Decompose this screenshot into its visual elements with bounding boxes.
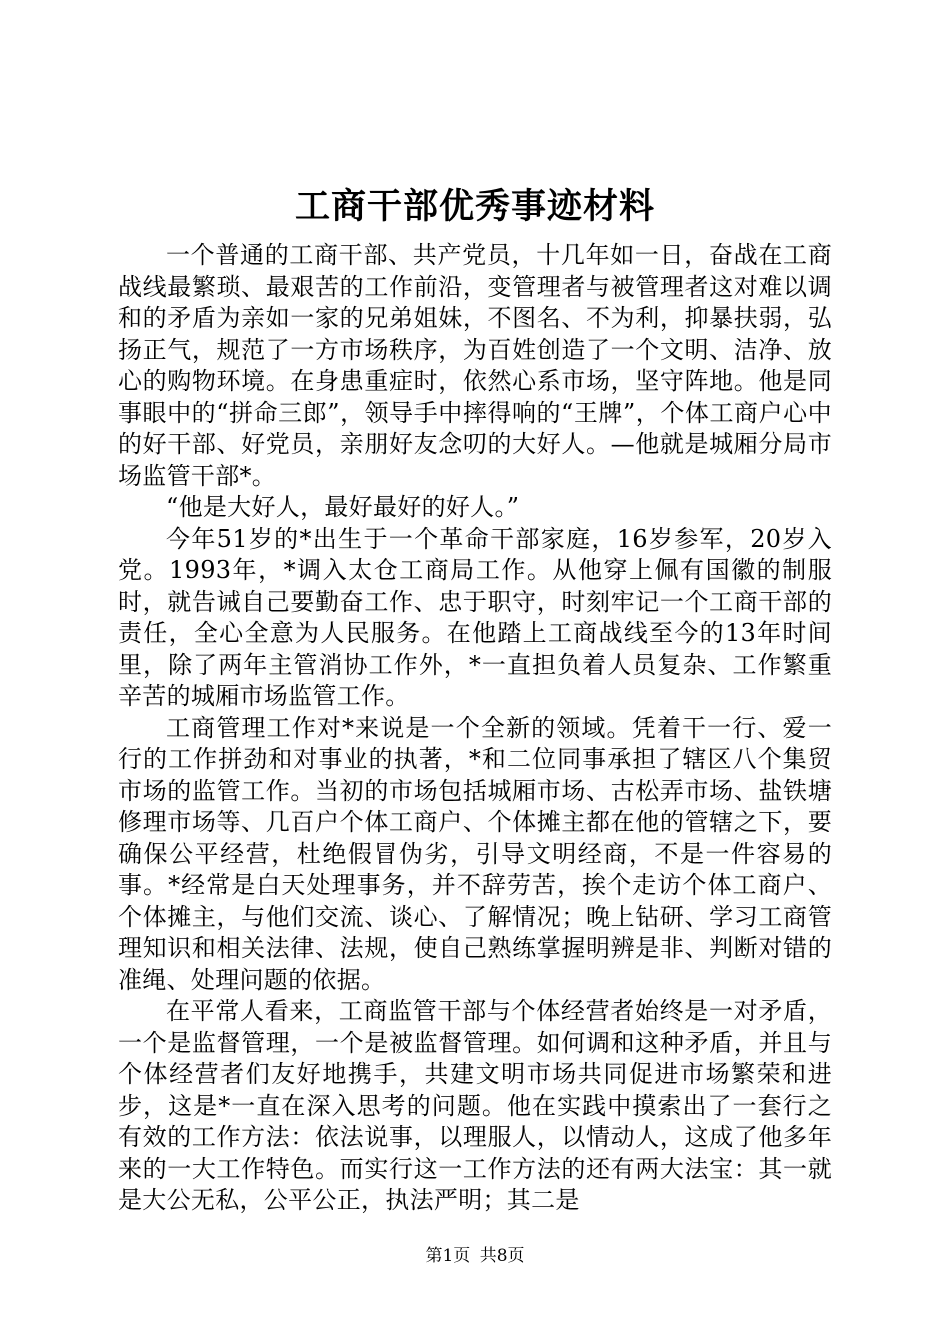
paragraph-1: 一个普通的工商干部、共产党员，十几年如一日，奋战在工商战线最繁琐、最艰苦的工作前沿，变管理者与被管理者这对难以调和的矛盾为亲如一家的兄弟姐妹，不图名、不为利，抑暴扶弱，弘扬正气，规范了一方市场秩序，为百姓创造了一个文明、洁净、放心的购物环境。在身患重症时，依然心系市场，坚守阵地。他是同事眼中的“拼命三郎”，领导手中摔得响的“王牌”，个体工商户心中的好干部、好党员，亲朋好友念叨的大好人。—他就是城厢分局市场监管干部*。 <box>118 241 832 490</box>
paragraph-4: 工商管理工作对*来说是一个全新的领域。凭着干一行、爱一行的工作拼劲和对事业的执著，*和二位同事承担了辖区八个集贸市场的监管工作。当初的市场包括城厢市场、古松弄市场、盐铁塘修理市场等、几百户个体工商户、个体摊主都在他的管辖之下，要确保公平经营，杜绝假冒伪劣，引导文明经商，不是一件容易的事。*经常是白天处理事务，并不辞劳苦，挨个走访个体工商户、个体摊主，与他们交流、谈心、了解情况；晚上钻研、学习工商管理知识和相关法律、法规，使自己熟练掌握明辨是非、判断对错的准绳、处理问题的依据。 <box>118 713 832 994</box>
paragraph-3: 今年51岁的*出生于一个革命干部家庭，16岁参军，20岁入党。1993年，*调入太仓工商局工作。从他穿上佩有国徽的制服时，就告诫自己要勤奋工作、忠于职守，时刻牢记一个工商干部的责任，全心全意为人民服务。在他踏上工商战线至今的13年时间里，除了两年主管消协工作外，*一直担负着人员复杂、工作繁重辛苦的城厢市场监管工作。 <box>118 524 832 710</box>
paragraph-5: 在平常人看来，工商监管干部与个体经营者始终是一对矛盾，一个是监督管理，一个是被监督管理。如何调和这种矛盾，并且与个体经营者们友好地携手，共建文明市场共同促进市场繁荣和进步，这是*一直在深入思考的问题。他在实践中摸索出了一套行之有效的工作方法：依法说事，以理服人，以情动人，这成了他多年来的一大工作特色。而实行这一工作方法的还有两大法宝：其一就是大公无私，公平公正，执法严明；其二是 <box>118 997 832 1214</box>
document-body <box>118 240 832 1217</box>
paragraph-2: “他是大好人，最好最好的好人。” <box>166 493 520 521</box>
document-title: 工商干部优秀事迹材料 <box>294 186 655 227</box>
page-number: 第1页 <box>425 1246 471 1266</box>
page-footer <box>0 1244 950 1268</box>
page-total: 共8页 <box>479 1246 525 1266</box>
